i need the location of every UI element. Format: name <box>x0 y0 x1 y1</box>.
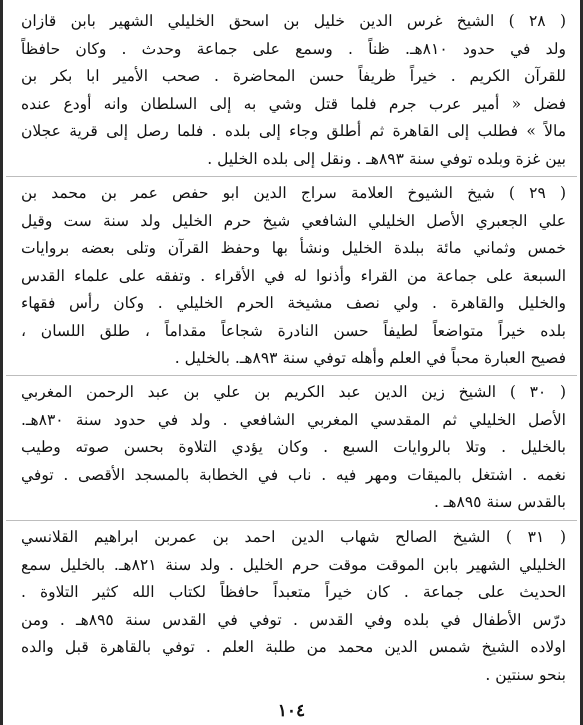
biography-entry-30 <box>21 379 566 517</box>
entry-28-line-5: مالاً » فطلب إلى القاهرة ثم أطلق وجاء إلى بلده . فلما رصل إلى قرية عجلان <box>21 122 566 140</box>
entry-31-line-5: اولاده الشيخ شمس الدين محمد من طلبة العلم . توفي بالقاهرة قبل والده <box>21 638 566 656</box>
entry-29-line-4: السبعة على جماعة من القراء وأذنوا له في الأقراء . وتفقه على علماء القدس <box>21 266 566 285</box>
section-divider <box>6 176 577 177</box>
section-divider <box>6 375 577 376</box>
biography-entry-29 <box>21 180 566 373</box>
entry-30-line-2: الأصل الخليلي ثم المقدسي المغربي الشافعي . ولد في حدود سنة ٨٣٠هـ. <box>21 410 566 429</box>
entry-28-line-1: ( ٢٨ ) الشيخ غرس الدين خليل بن اسحق الخليلي الشهير بابن قازان <box>21 12 566 30</box>
entry-30-line-4: نغمه . اشتغل بالميقات ومهر فيه . ناب في الخطابة بالمسجد الأقصى . توفي <box>21 465 566 484</box>
page-number: ١٠٤ <box>277 701 306 721</box>
entry-30-line-3: بالخليل . وتلا بالروايات السبع . وكان يؤدي التلاوة بحسن صوته وطيب <box>21 438 566 456</box>
entry-30-line-1: ( ٣٠ ) الشيخ زين الدين عبد الكريم بن علي بن عبد الرحمن المغربي <box>21 383 566 401</box>
entry-29-line-6: بلده خيراً متواضعاً لطيفاً حسن النادرة شجاعاً مقداماً ، طلق اللسان ، <box>21 321 566 340</box>
entry-31-line-6: بنحو سنتين . <box>485 665 566 684</box>
entry-29-line-2: علي الجعبري الأصل الخليلي الشافعي شيخ حرم الخليل ولد سنة ست وقيل <box>21 211 566 230</box>
entry-28-line-6: بين غزة وبلده توفي سنة ٨٩٣هـ . ونقل إلى بلده الخليل . <box>207 149 566 168</box>
entry-29-line-1: ( ٢٩ ) شيخ الشيوخ العلامة سراج الدين ابو حفص عمر بن محمد بن <box>21 184 566 202</box>
entry-29-line-5: والخليل والقاهرة . ولي نصف مشيخة الحرم الخليلي . وكان رأس فقهاء <box>21 294 566 312</box>
entry-30-line-5: بالقدس سنة ٨٩٥هـ . <box>433 493 566 511</box>
section-divider <box>6 520 577 521</box>
entry-31-line-3: الحديث على جماعة . كان خيراً متعبداً حافظاً لكتاب الله كثير التلاوة . <box>21 583 566 601</box>
entry-31-line-1: ( ٣١ ) الشيخ الصالح شهاب الدين احمد بن عمربن ابراهيم القلانسي <box>21 528 566 546</box>
entry-29-line-3: خمس وثماني مائة ببلدة الخليل ونشأ بها وحفظ القرآن وتلى بعضه بروايات <box>21 239 566 257</box>
entry-28-line-4: فضل « أمير عرب جرم فلما قتل وشي به إلى السلطان وانه أودع عنده <box>21 94 566 113</box>
entry-28-line-3: للقرآن الكريم . خيراً ظريفاً حسن المحاضرة . صحب الأمير ابا بكر بن <box>21 67 566 85</box>
entry-31-line-4: درّس الأطفال في بلده وفي القدس . توفي في القدس سنة ٨٩٥هـ . ومن <box>21 610 566 629</box>
entry-31-line-2: الخليلي الشهير بابن الموقت موقت حرم الخليل . ولد سنة ٨٢١هـ. بالخليل سمع <box>21 555 566 574</box>
entry-29-line-7: فصيح العبارة محباً في العلم وأهله توفي سنة ٨٩٣هـ. بالخليل . <box>174 349 566 367</box>
biography-entry-28 <box>21 8 566 173</box>
entry-28-line-2: ولد في حدود ٨١٠هـ. ظناً . وسمع على جماعة وحدث . وكان حافظاً <box>21 39 566 58</box>
biography-entry-31 <box>21 524 566 689</box>
